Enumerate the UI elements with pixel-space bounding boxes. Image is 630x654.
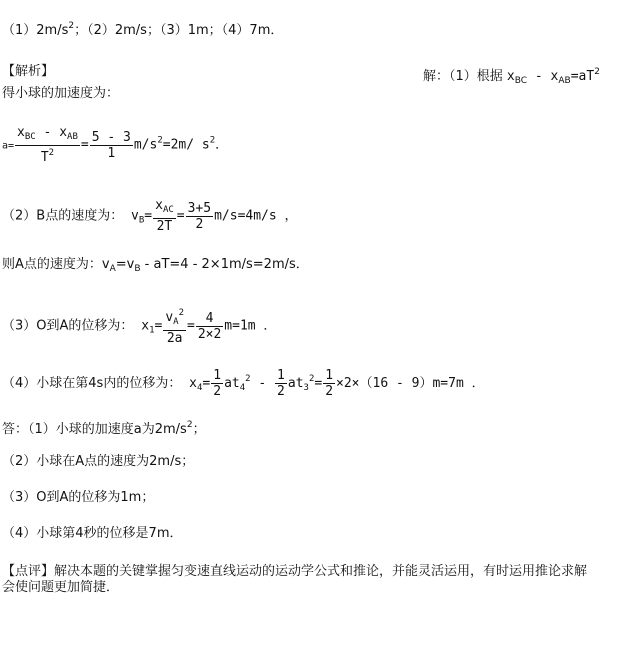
part4-formula — [2, 368, 485, 399]
va-mid: =v — [115, 257, 135, 272]
answer-4 — [2, 526, 182, 542]
frac1-x1: x — [17, 125, 25, 140]
part3-lead: （3）O到A的位移为： — [2, 318, 134, 334]
part3-f2-num: 4 — [196, 311, 223, 327]
part2-formula: （2）B点的速度为： $v_B=$ $\frac{x_{AC}}{2T}$ = $\frac{3+5}{2}$ m/s=4m/s ， — [2, 198, 298, 234]
part2-frac-1 — [153, 198, 176, 234]
result-exp: 2 — [209, 135, 216, 146]
va-sub-a: A — [109, 264, 116, 274]
part3-f1-v: v — [165, 310, 174, 325]
result-a: =2m/ s — [162, 137, 210, 153]
part4-half-1 — [211, 368, 223, 399]
comment-line-2 — [2, 580, 119, 596]
va-text: 则A点的速度为：v — [2, 257, 110, 272]
result-dot: ． — [215, 137, 229, 153]
frac1-sub1: BC — [24, 132, 36, 142]
answer-1-end: ； — [192, 422, 206, 437]
part2-v: v — [131, 208, 139, 224]
part3-frac-1 — [163, 306, 186, 346]
answer-part-2: ；（2）2m/s；（3）1m；（4）7m． — [74, 23, 284, 38]
va-sub-b: B — [134, 264, 141, 274]
part2-lead: （2）B点的速度为： — [2, 208, 124, 224]
part2-f2-den: 2 — [195, 216, 204, 232]
frac1-mid: - x — [35, 125, 68, 140]
part4-eq2: = — [314, 376, 323, 391]
part3-f1-exp: 2 — [178, 308, 184, 318]
part4-half-den-1: 2 — [213, 384, 222, 399]
part3-frac-2 — [196, 311, 223, 342]
answer-summary — [2, 18, 283, 39]
part2-frac-2 — [186, 201, 213, 232]
part4-half-num-1: 1 — [213, 368, 222, 383]
part4-sub-t3: 3 — [303, 383, 309, 393]
unit-ms2: m/s — [133, 137, 158, 153]
answer-1 — [2, 417, 206, 438]
part4-half-den-2: 2 — [277, 384, 285, 399]
part4-minus: - — [250, 376, 275, 391]
answer-part-1: （1）2m/s — [2, 23, 69, 38]
part4-sub-t4: 4 — [239, 383, 246, 393]
sub-bc: BC — [514, 76, 528, 86]
part2-sub-b: B — [138, 215, 145, 226]
exp-2: 2 — [594, 67, 600, 77]
answer-2 — [2, 454, 194, 470]
part2-f1-den: 2T — [156, 219, 173, 234]
part3-sub1: 1 — [149, 325, 155, 336]
part3-x: x — [141, 318, 150, 334]
part2-eq: = — [144, 208, 153, 224]
part2-tail: m/s=4m/s ， — [214, 208, 298, 224]
part4-exp-1: 2 — [245, 374, 251, 384]
fraction-2 — [90, 130, 133, 161]
frac1-sub2: AB — [67, 132, 78, 142]
analysis-label: 【解析】 — [2, 64, 55, 79]
formula-at2: =aT — [570, 69, 595, 84]
answer-1-text: 答：（1）小球的加速度a为2m/s — [2, 422, 187, 437]
unit-exp: 2 — [157, 135, 163, 146]
part3-eq: = — [154, 318, 163, 334]
answer-3 — [2, 490, 154, 506]
part4-sub4: 4 — [196, 383, 203, 393]
comment-text-1: 【点评】解决本题的关键掌握匀变速直线运动的运动学公式和推论，并能灵活运用，有时运用推论求解 — [2, 564, 588, 579]
answer-3-text: （3）O到A的位移为1m； — [2, 490, 155, 505]
solution-start — [423, 64, 600, 89]
answer-exp: 2 — [68, 21, 75, 31]
sub-ab: AB — [558, 76, 571, 86]
part2-f2-num: 3+5 — [187, 200, 212, 216]
part4-half-num-2: 1 — [277, 368, 285, 383]
part4-at4: at — [224, 376, 240, 391]
frac1-den-exp: 2 — [48, 148, 55, 158]
va-tail: - aT=4 - 2×1m/s=2m/s． — [140, 257, 309, 272]
comment-line-1 — [2, 564, 587, 580]
part3-f1-den: 2a — [166, 331, 183, 346]
part4-tail: ×2×（16 - 9）m=7m ． — [336, 376, 485, 391]
part2-f1-sub: AC — [162, 205, 174, 215]
part3-f2-den: 2×2 — [197, 326, 222, 342]
comment-text-2: 会使问题更加简捷． — [2, 580, 120, 595]
frac2-den: 1 — [107, 145, 116, 161]
solution-intro: 解：（1）根据 — [423, 69, 503, 84]
part3-formula: （3）O到A的位移为： $x_1=$ $\frac{v_A^2}{2a}$ = $\frac{4}{2\times 2}$ m=1m ． — [2, 308, 277, 346]
part2-f1-x: x — [155, 198, 163, 213]
part4-at3: at — [287, 376, 304, 391]
part4-x: x — [189, 376, 197, 391]
accel-formula: a= $\frac{x_{BC} - x_{AB}}{T^2}$ = $\frac{5 - 3}{1}$ $m/s^2=2m/$ $s^2$． — [2, 125, 229, 165]
part4-half-den-3: 2 — [325, 384, 334, 399]
frac2-num: 5 - 3 — [91, 129, 131, 145]
formula-minus: - x — [527, 69, 559, 84]
part4-eq: = — [202, 376, 211, 391]
fraction-1 — [15, 125, 80, 165]
answer-4-text: （4）小球第4秒的位移是7m． — [2, 526, 183, 541]
answer-1-exp: 2 — [186, 420, 193, 430]
analysis-header — [2, 64, 54, 80]
part4-exp-2: 2 — [308, 374, 315, 384]
va-line — [2, 257, 309, 277]
accel-intro — [2, 86, 119, 102]
part3-f1-sub: A — [173, 317, 179, 327]
part4-half-2 — [275, 368, 287, 399]
a-eq: a= — [2, 140, 15, 152]
part4-half-3 — [323, 368, 335, 399]
part4-lead: （4）小球在第4s内的位移为： — [2, 376, 182, 391]
frac1-den: T — [40, 150, 49, 165]
part4-half-num-3: 1 — [325, 368, 334, 383]
answer-2-text: （2）小球在A点的速度为2m/s； — [2, 454, 195, 469]
formula-x: x — [506, 69, 515, 84]
part3-tail: m=1m ． — [224, 318, 277, 334]
accel-intro-text: 得小球的加速度为： — [2, 86, 120, 101]
